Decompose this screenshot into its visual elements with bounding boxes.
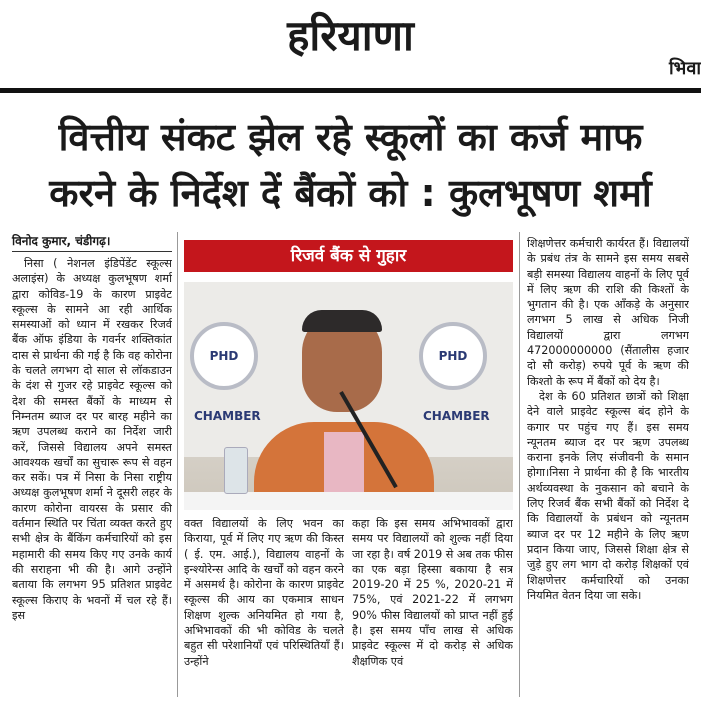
subhead-banner: रिजर्व बैंक से गुहार bbox=[184, 240, 513, 272]
column-divider bbox=[519, 232, 520, 697]
column-4 bbox=[527, 236, 689, 696]
place-label: भिवा bbox=[669, 58, 701, 79]
headline-line-1: वित्तीय संकट झेल रहे स्कूलों का कर्ज माफ bbox=[58, 115, 643, 159]
speaker-hair bbox=[302, 310, 382, 332]
byline: विनोद कुमार, चंडीगढ़। bbox=[12, 232, 172, 252]
phd-chamber-logo: PHD CHAMBER bbox=[190, 322, 258, 390]
column-divider bbox=[177, 232, 178, 697]
news-photo bbox=[184, 282, 513, 510]
section-title: हरियाणा bbox=[287, 11, 414, 60]
column-3-text: कहा कि इस समय अभिभावकों द्वारा समय पर विद्यालयों को शुल्क नहीं दिया जा रहा है। वर्ष 2019 से अब तक फीस का एक बड़ा हिस्सा बकाया है सत्र 2019-20 में 25 %, 2020-21 में 75%, एवं 2021-22 में लगभग 90% फीस विद्यालयों को प्राप्त नहीं हुई है। इस समय पाँच लाख से अधिक प्राइवेट स्कूल्स में दो करोड़ से अधिक शैक्षणिक एवं bbox=[352, 517, 513, 668]
column-2 bbox=[184, 516, 344, 696]
column-1-text: निसा ( नेशनल इंडिपेंडेंट स्कूल्स अलाइंस) के अध्यक्ष कुलभूषण शर्मा द्वारा कोविड-19 के कारण प्राइवेट स्कूल्स के सामने आ रही आर्थिक समस्याओं को ध्यान में रखकर रिजर्व बैंक ऑफ इंडिया के गवर्नर शक्तिकांत दास से प्रार्थना की गई है कि वह कोरोना के चलते लगभग दो साल से लॉकडाउन के दंश से गुजर रहे प्राइवेट स्कूल्स को देश की समस्त बैंकों के माध्यम से निम्नतम ब्याज दर पर बारह महीने का ऋण उपलब्ध कराने का निर्देश जारी करें, जिससे विद्यालय अपने समस्त आवश्यक खर्चों का सुचारू रूप से वहन कर सकें। पत्र में निसा के निसा राष्ट्रीय अध्यक्ष कुलभूषण शर्मा ने दूसरी लहर के कारण कोरोना वायरस के प्रसार की वर्तमान स्थिति पर चिंता व्यक्त करते हुए सभी क्षेत्र के बैंकिंग कर्मचारियों को इस महामारी की समय किए गए उनके कार्य की सराहना भी की है। आगे उन्होंने बताया कि लगभग 95 प्रतिशत प्राइवेट स्कूल्स किराए के भवनों में चल रहे हैं। इस bbox=[12, 257, 172, 622]
masthead-rule bbox=[0, 88, 701, 93]
column-4-text-a: शिक्षणेत्तर कर्मचारी कार्यरत हैं। विद्यालयों के प्रबंध तंत्र के सामने इस समय सबसे बड़ी समस्या विद्यालय वाहनों के लिए पूर्व में लिए ऋण की राशि की किश्तों के भुगतान की है। एक आँकड़े के अनुसार लगभग 5 लाख से अधिक निजी विद्यालयों द्वारा लगभग 472000000000 (सैंतालीस हजार दो सौ करोड़) रुपये पूर्व के ऋण की किश्तो के रूप में बैंकों को देय है। bbox=[527, 237, 689, 388]
table-top bbox=[184, 492, 513, 510]
water-glass bbox=[224, 447, 248, 494]
column-1 bbox=[12, 256, 172, 696]
headline-line-2: करने के निर्देश दें बैंकों को : कुलभूषण शर्मा bbox=[49, 171, 652, 215]
column-3 bbox=[352, 516, 513, 696]
column-4-text-b: देश के 60 प्रतिशत छात्रों को शिक्षा देने वाले प्राइवेट स्कूल्स बंद होने के कगार पर पहुंच गए हैं। इस समय न्यूनतम ब्याज दर पर ऋण उपलब्ध कराना इनके लिए संजीवनी के समान होगा।निसा ने प्रार्थना की है कि भारतीय अर्थव्यवस्था के नुकसान को बचाने के लिए रिजर्व बैंक सभी बैंकों को निर्देश दे कि विद्यालयों के प्रबंधन को न्यूनतम ब्याज दर पर 12 महीने के लिए ऋण प्रदान किया जाए, जिससे शिक्षा क्षेत्र से जुड़े हुए लग भाग दो करोड़ शिक्षकों एवं शिक्षणेत्तर कर्मचारियों को उनका नियमित वेतन दिया जा सके। bbox=[527, 389, 689, 602]
column-2-text: वक्त विद्यालयों के लिए भवन का किराया, पूर्व में लिए गए ऋण की किस्त ( ई. एम. आई.), विद्यालय वाहनों के इन्श्योरेन्स आदि के खर्चों को वहन करने में असमर्थ है। कोरोना के कारण प्राइवेट स्कूल्स की आय का एकमात्र साधन शिक्षण शुल्क अनियमित हो गया है, अभिभावकों की भी कोविड के चलते बहुत सी परेशानियाँ एवं परिस्थितियाँ हैं। उन्होंने bbox=[184, 517, 344, 668]
phd-chamber-logo: PHD CHAMBER bbox=[419, 322, 487, 390]
